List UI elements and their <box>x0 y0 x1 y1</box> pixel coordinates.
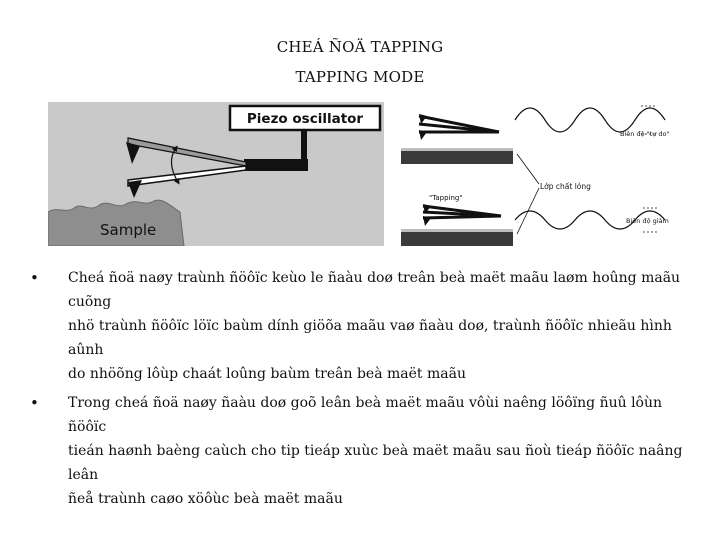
tapping-label: "Tapping" <box>429 194 463 202</box>
bullet-marker: • <box>30 394 39 412</box>
tip-lower <box>128 180 142 198</box>
oscillator-rod <box>301 130 307 160</box>
slide-title: CHEÁ ÑOÄ TAPPING <box>276 38 444 56</box>
bullet-2-line-1: Trong cheá ñoä naøy ñaàu doø goõ leân beà maët maãu vôùi naêng löôïng ñuû lôùn ñöôïc <box>68 395 663 435</box>
bullet-1-line-3: do nhöõng lôùp chaát loûng baùm treân beà maët maãu <box>68 366 466 382</box>
liquid-layer-label: Lớp chất lỏng <box>540 182 591 191</box>
bullet-1-line-2: nhö traùnh ñöôïc löïc baùm dính giöõa maãu vaø ñaàu doø, traùnh ñöôïc nhieãu hình aûnh <box>68 318 672 358</box>
bullet-2-line-3: ñeå traùnh caøo xöôùc beà maët maãu <box>68 491 343 507</box>
bullet-1-line-1: Cheá ñoä naøy traùnh ñöôïc keùo le ñaàu doø treân beà maët maãu laøm hoûng maãu cuõng <box>68 270 681 310</box>
piezo-oscillator-label: Piezo oscillator <box>246 111 364 127</box>
sample-label: Sample <box>100 221 157 239</box>
free-amplitude-label: Biên độ "tự do" <box>620 130 670 138</box>
bullet-list <box>30 266 690 516</box>
tapping-cantilever-figure <box>48 102 384 246</box>
cantilever-upper <box>128 138 246 166</box>
upper-sample-block <box>401 150 513 164</box>
piezo-oscillator-box <box>230 106 380 130</box>
amplitude-comparison-figure <box>389 102 689 246</box>
reduced-amplitude-label: Biên độ giảm <box>626 217 669 225</box>
bullet-item-2 <box>30 391 690 511</box>
cantilever-holder <box>244 159 308 171</box>
slide-subtitle: TAPPING MODE <box>295 68 425 86</box>
lower-sample-block <box>401 232 513 246</box>
bullet-item-1 <box>30 266 690 386</box>
bullet-marker: • <box>30 269 39 287</box>
cantilever-lower <box>128 166 246 186</box>
bullet-2-line-2: tieán haønh baèng caùch cho tip tieáp xuùc beà maët maãu sau ñoù tieáp ñöôïc naâng leân <box>68 443 683 483</box>
